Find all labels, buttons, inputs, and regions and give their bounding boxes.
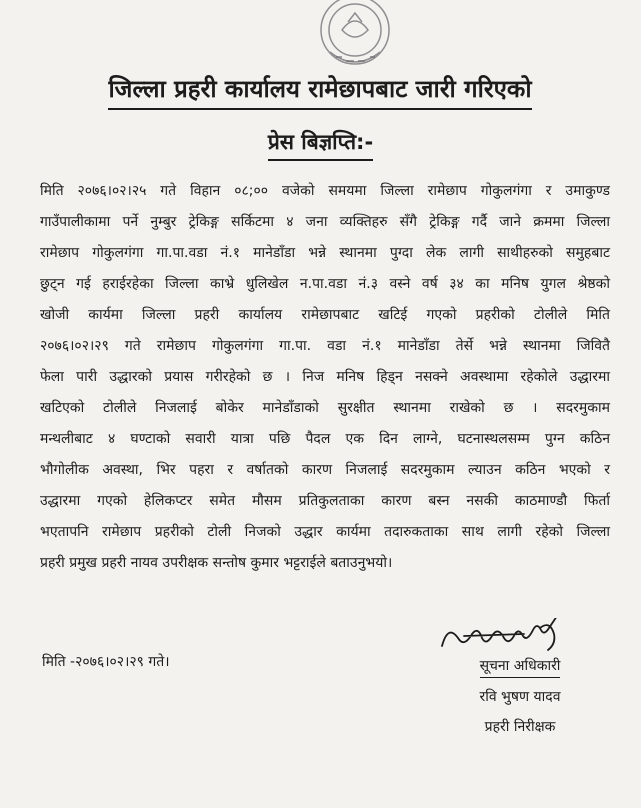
body-line: मिति २०७६।०२।२५ गते विहान ०८;०० वजेको समयमा जिल्ला रामेछाप गोकुलगंगा र उमाकुण्ड [40,183,610,199]
body-line: भौगोलीक अवस्था, भिर पहरा र वर्षातको कारण निजलाई सदरमुकाम ल्याउन कठिन भएको र [40,462,610,478]
body-line: मन्थलीबाट ४ घण्टाको सवारी यात्रा पछि पैदल एक दिन लाग्ने, घटनास्थलसम्म पुग्न कठिन [40,431,610,447]
body-line: फेला पारी उद्धारको प्रयास गरीरहेको छ । निज मनिष हिड्न नसक्ने अवस्थामा रहेकोले उद्धारमा [40,369,610,385]
body-line: गाउँपालीकामा पर्ने नुम्बुर ट्रेकिङ्ग सर्किटमा ४ जना व्यक्तिहरु सँगै ट्रेकिङ्ग गर्दै जाने क्रममा जिल्ला [40,214,610,230]
signatory-role: सूचना अधिकारी [480,655,561,678]
document-title [60,72,580,110]
office-seal-icon [300,0,410,75]
body-line: खोजी कार्यमा जिल्ला प्रहरी कार्यालय रामेछापबाट खटिई गएको प्रहरीको टोलीले मिति [40,307,610,323]
body-line: प्रहरी प्रमुख प्रहरी नायव उपरीक्षक सन्तोष कुमार भट्टराईले बताउनुभयो। [40,555,393,571]
document-title-text: जिल्ला प्रहरी कार्यालय रामेछापबाट जारी गरिएको [108,72,531,110]
body-line: २०७६।०२।२९ गते रामेछाप गोकुलगंगा गा.पा. वडा नं.१ मानेडाँडा तेर्से भन्ने स्थानमा जिवितै [40,338,610,354]
press-release-body [40,176,610,579]
signatory-name: रवि भुषण यादव [479,689,561,705]
body-line: उद्धारमा गएको हेलिकप्टर समेत मौसम प्रतिकुलताका कारण बस्न नसकी काठमाण्डौ फिर्ता [40,493,610,509]
body-line: भएतापनि रामेछाप प्रहरीको टोली निजको उद्धार कार्यमा तदारुकताका साथ लागी रहेको जिल्ला [40,524,610,540]
signatory-block [440,655,600,742]
signatory-rank: प्रहरी निरीक्षक [484,719,556,735]
body-line: खटिएको टोलीले निजलाई बोकेर मानेडाँडाको सुरक्षीत स्थानमा राखेको छ । सदरमुकाम [40,400,610,416]
document-subtitle-text: प्रेस बिज्ञप्ति:- [268,126,373,161]
document-subtitle [0,126,641,161]
issue-date: मिति -२०७६।०२।२९ गते। [42,654,170,670]
handwritten-signature-icon [436,618,586,658]
body-line: रामेछाप गोकुलगंगा गा.पा.वडा नं.१ मानेडाँडा भन्ने स्थानमा पुग्दा लेक लागी साथीहरुको समुहबाट [40,245,610,261]
body-line: छुट्न गई हराईरहेका जिल्ला काभ्रे धुलिखेल न.पा.वडा नं.३ वस्ने वर्ष ३४ का मनिष युगल श्रेष्ठको [40,276,610,292]
